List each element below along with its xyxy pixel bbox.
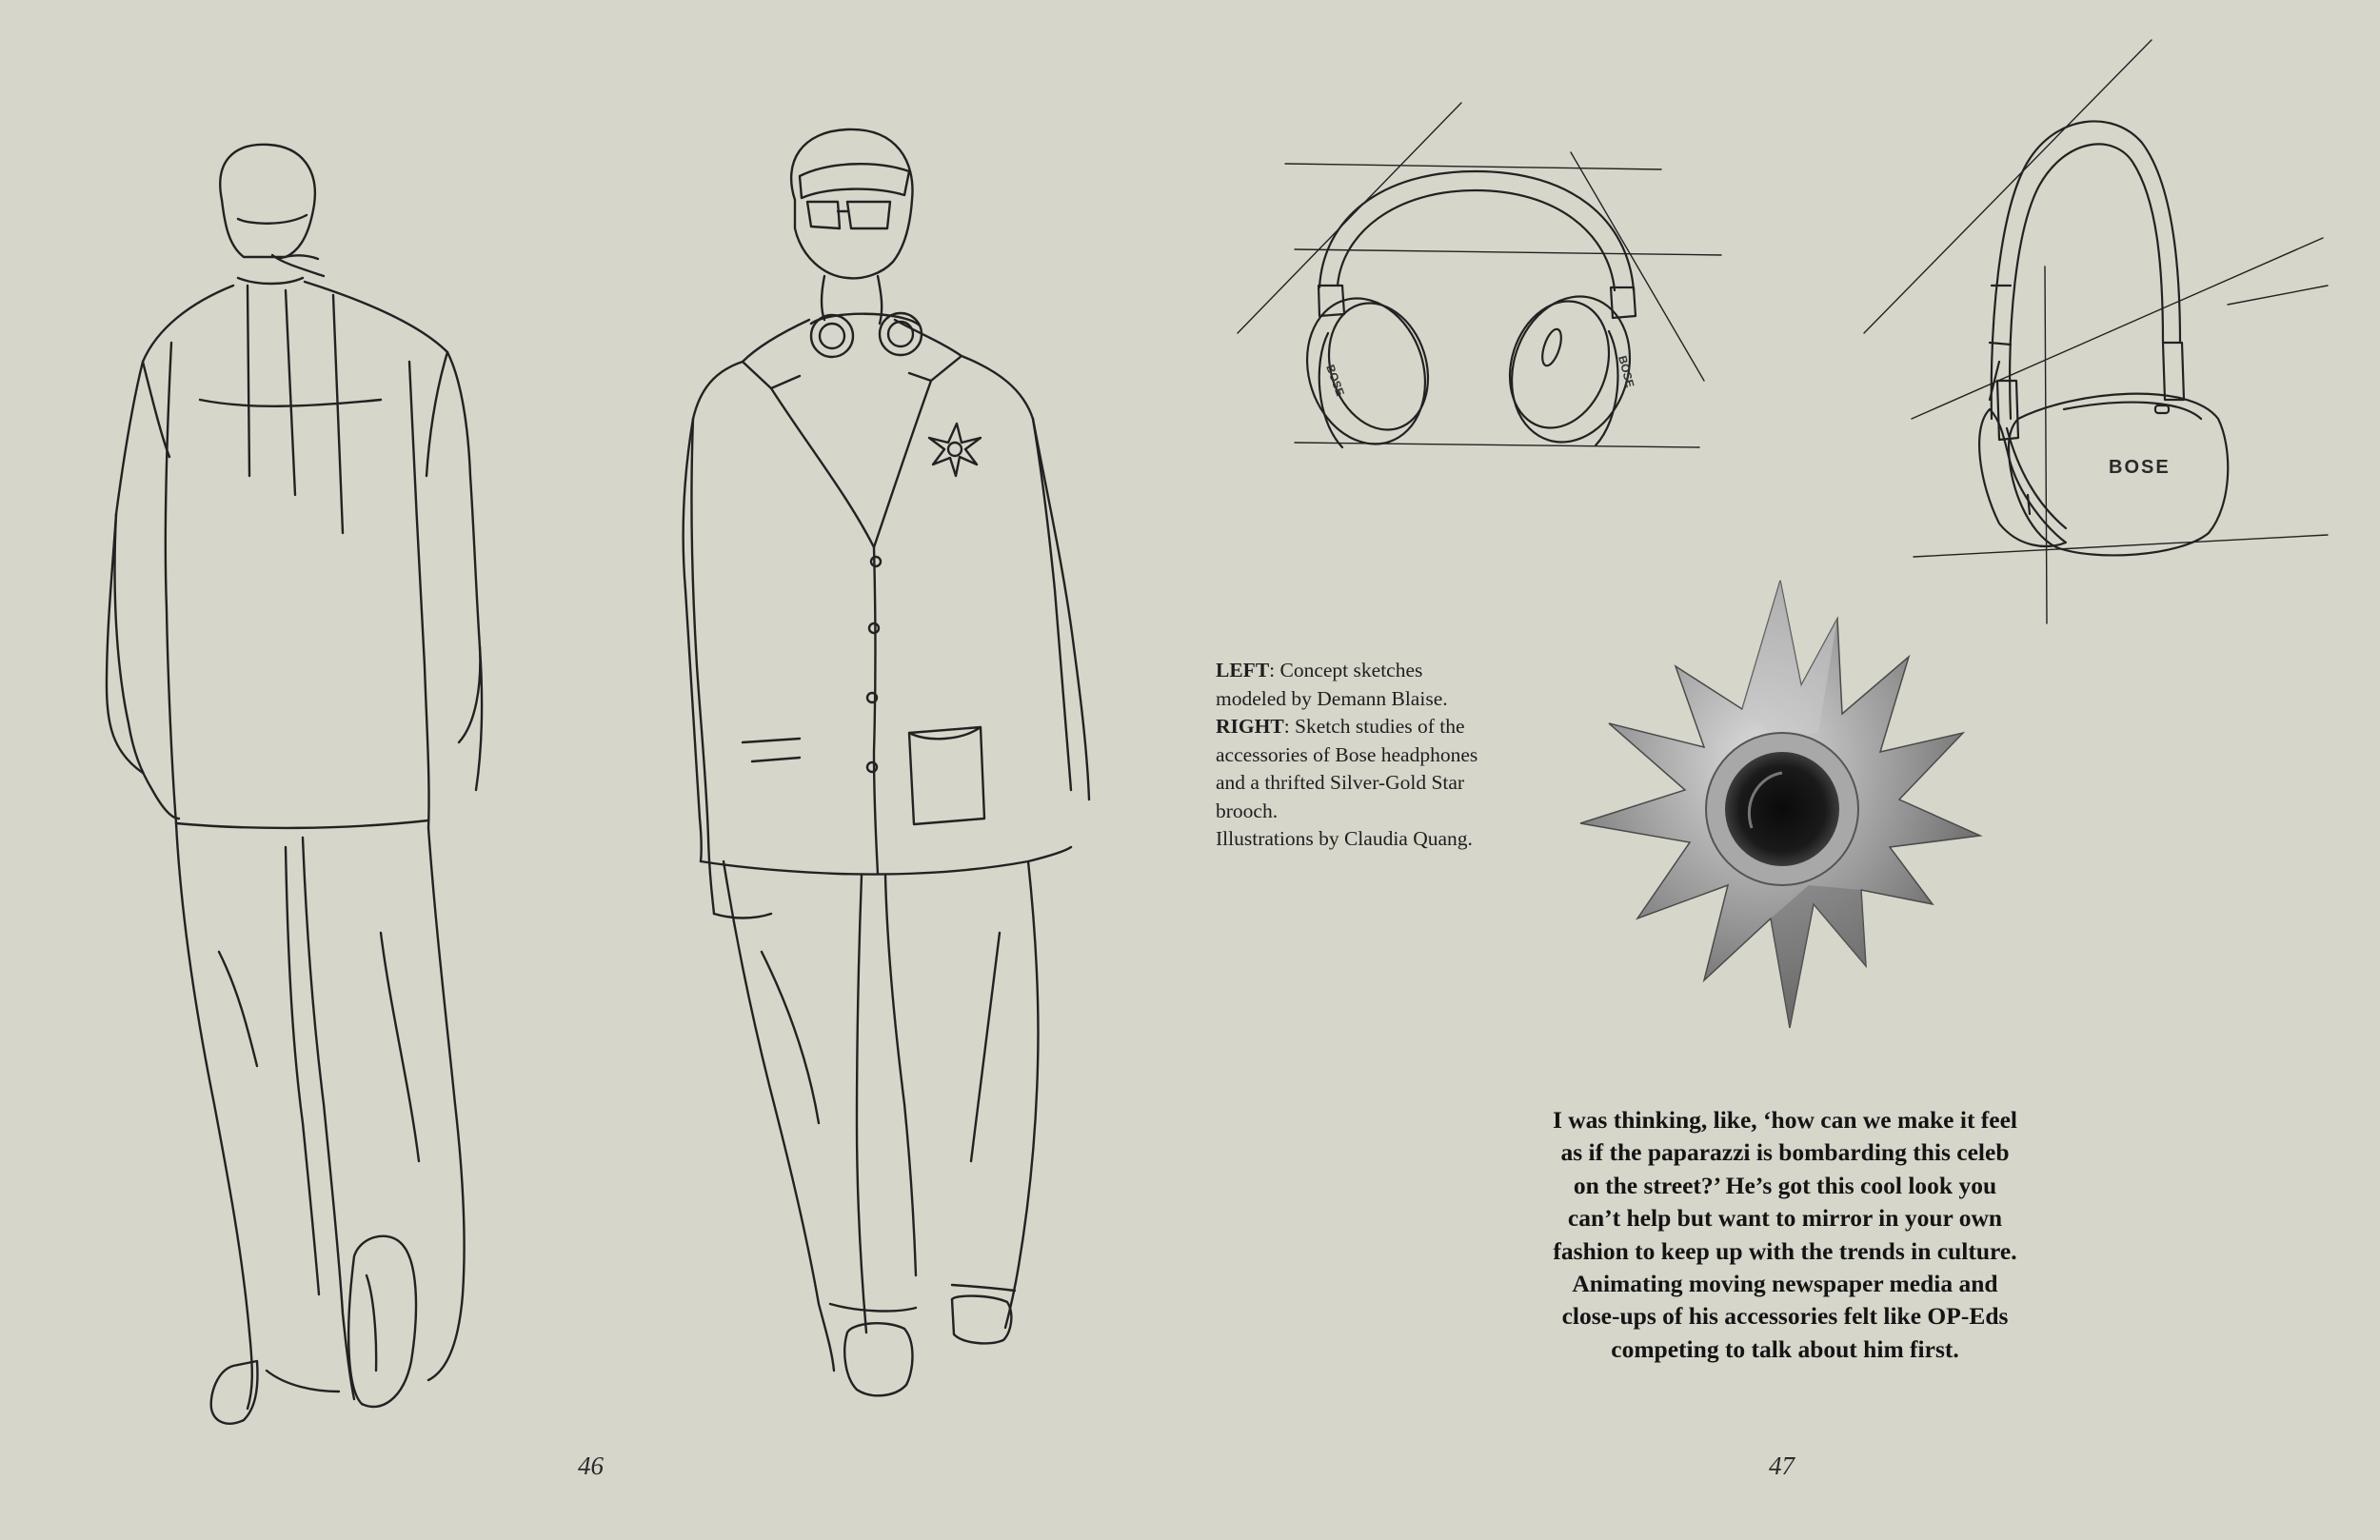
caption-line: and a thrifted Silver-Gold Star (1216, 771, 1465, 794)
pull-quote-line: close-ups of his accessories felt like OP-Eds (1561, 1302, 2009, 1331)
headphone-brand-front-right: BOSE (1616, 354, 1637, 389)
headphone-brand-side: BOSE (2109, 457, 2171, 478)
caption-line: LEFT: Concept sketches (1216, 659, 1423, 681)
caption-line: Illustrations by Claudia Quang. (1216, 827, 1473, 850)
headphones-side-sketch (1864, 40, 2328, 623)
pull-quote-line: as if the paparazzi is bombarding this celeb (1560, 1138, 2010, 1167)
caption-line: modeled by Demann Blaise. (1216, 686, 1448, 710)
pull-quote-line: competing to talk about him first. (1611, 1334, 1959, 1363)
back-view-figure-sketch (107, 145, 482, 1424)
headphones-front-sketch (1238, 103, 1721, 460)
caption-label-left: LEFT (1216, 659, 1270, 681)
illustration-caption (1216, 657, 1539, 854)
pull-quote-line: fashion to keep up with the trends in culture. (1553, 1236, 2017, 1265)
pull-quote-line: on the street?’ He’s got this cool look you (1573, 1171, 1997, 1199)
front-view-figure-sketch (684, 129, 1089, 1395)
pull-quote-line: I was thinking, like, ‘how can we make it feel (1552, 1106, 2018, 1134)
headphone-brand-front-left: BOSE (1323, 363, 1347, 398)
pull-quote-line: Animating moving newspaper media and (1572, 1270, 1998, 1298)
caption-line: brooch. (1216, 799, 1279, 822)
pull-quote (1485, 1104, 2085, 1366)
pull-quote-line: can’t help but want to mirror in your own (1567, 1204, 2003, 1233)
page-number-left: 46 (578, 1451, 604, 1480)
star-brooch-illustration (1580, 581, 1980, 1028)
caption-line: RIGHT: Sketch studies of the (1216, 715, 1465, 738)
caption-label-right: RIGHT (1216, 715, 1284, 738)
page-number-right: 47 (1769, 1451, 1795, 1480)
caption-line: accessories of Bose headphones (1216, 742, 1478, 766)
